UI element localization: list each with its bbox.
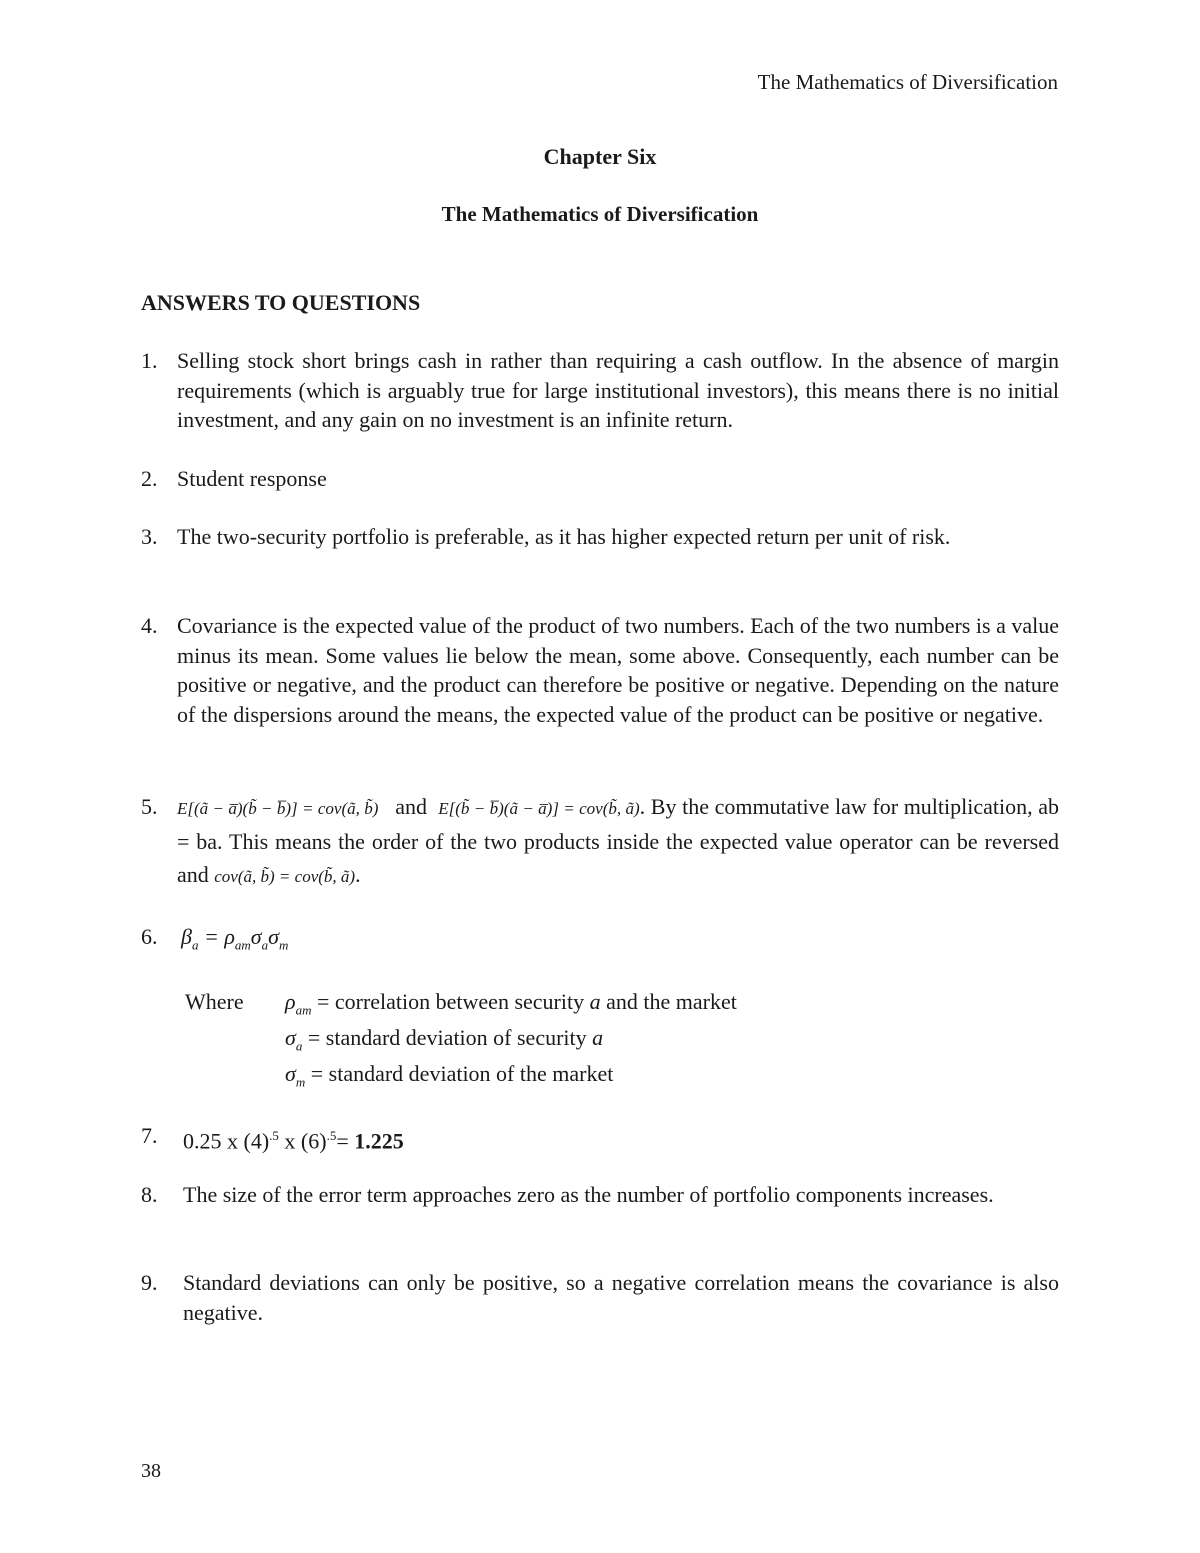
sigma-a-symbol: σ: [250, 924, 262, 949]
connector-text: and: [395, 794, 428, 819]
answer-text: [177, 790, 1059, 893]
answer-number: 3.: [141, 524, 158, 549]
answer-number: 8.: [141, 1182, 158, 1207]
answer-8: [141, 1180, 1059, 1210]
answer-number: 6.: [141, 924, 158, 949]
section-heading: ANSWERS TO QUESTIONS: [141, 290, 421, 315]
sigma-m-subscript: m: [279, 937, 289, 953]
definition-sigma-a: $\sigma_a$ = standard deviation of security a: [285, 1025, 604, 1054]
beta-formula: [181, 922, 1059, 960]
beta-symbol: β: [181, 924, 192, 949]
answer-text: Student response: [177, 466, 327, 491]
calculation-result: 1.225: [354, 1128, 404, 1154]
answer-2: [141, 464, 1059, 494]
chapter-title: Chapter Six: [543, 144, 657, 169]
sigma-a-subscript: a: [261, 937, 269, 953]
rho-symbol: ρ: [224, 924, 235, 949]
answer-3: [141, 522, 1059, 552]
answer-number: 1.: [141, 348, 158, 373]
answer-number: 5.: [141, 794, 158, 819]
covariance-formula-3: cov(ã, b̃) = cov(b̃, ã): [214, 867, 356, 886]
covariance-formula-1: E[(ã − a̅)(b̃ − b̅)] = cov(ã, b̃): [177, 799, 379, 818]
answer-number: 2.: [141, 466, 158, 491]
period-text: .: [355, 862, 361, 887]
answer-number: 4.: [141, 613, 158, 638]
where-label: Where: [185, 989, 244, 1014]
calculation: 0.25 x $(4)^{.5}$ x $(6)^{.5}= 1.225$: [183, 1128, 404, 1154]
covariance-formula-2: E[(b̃ − b̅)(ã − a̅)] = cov(b̃, ã): [438, 799, 640, 818]
answer-number: 9.: [141, 1270, 158, 1295]
answer-number: 7.: [141, 1123, 158, 1148]
running-header: The Mathematics of Diversification: [757, 70, 1058, 94]
answer-text: Selling stock short brings cash in rather than requiring a cash outflow. In the absence of margin requirements (which is arguably true for large institutional investors), this means there is no initial investment, and any gain on no investment is an infinite return.: [177, 348, 1059, 432]
chapter-subtitle: The Mathematics of Diversification: [441, 202, 759, 226]
answer-4: [141, 611, 1059, 729]
definition-rho: $\rho_{am}$ = correlation between security a and the market: [285, 989, 737, 1018]
answer-9: [141, 1268, 1059, 1327]
answer-6: [141, 922, 1059, 960]
answer-text: Standard deviations can only be positive, so a negative correlation means the covariance is also negative.: [183, 1270, 1059, 1325]
answer-text: The two-security portfolio is preferable, as it has higher expected return per unit of risk.: [177, 524, 951, 549]
answer-7: [141, 1121, 1059, 1156]
definition-sigma-m: $\sigma_m$ = standard deviation of the market: [285, 1061, 614, 1090]
equals-sign: =: [198, 924, 225, 949]
commutative-text: . By the commutative law for multiplication, ab = ba. This means the order of the two products inside the expected value operator can be reversed and: [177, 794, 1060, 887]
sigma-m-symbol: σ: [268, 924, 279, 949]
answer-5: [141, 790, 1059, 893]
answer-text: Covariance is the expected value of the product of two numbers. Each of the two numbers is a value minus its mean. Some values lie below the mean, some above. Consequently, each number can be positive or negative, and the product can therefore be positive or negative. Depending on the nature of the dispersions around the means, the expected value of the product can be positive or negative.: [177, 613, 1059, 727]
page-number: 38: [141, 1460, 161, 1482]
answer-text: The size of the error term approaches zero as the number of portfolio components increases.: [183, 1182, 994, 1207]
rho-subscript: am: [234, 937, 251, 953]
beta-subscript: a: [191, 937, 199, 953]
answer-1: [141, 346, 1059, 435]
